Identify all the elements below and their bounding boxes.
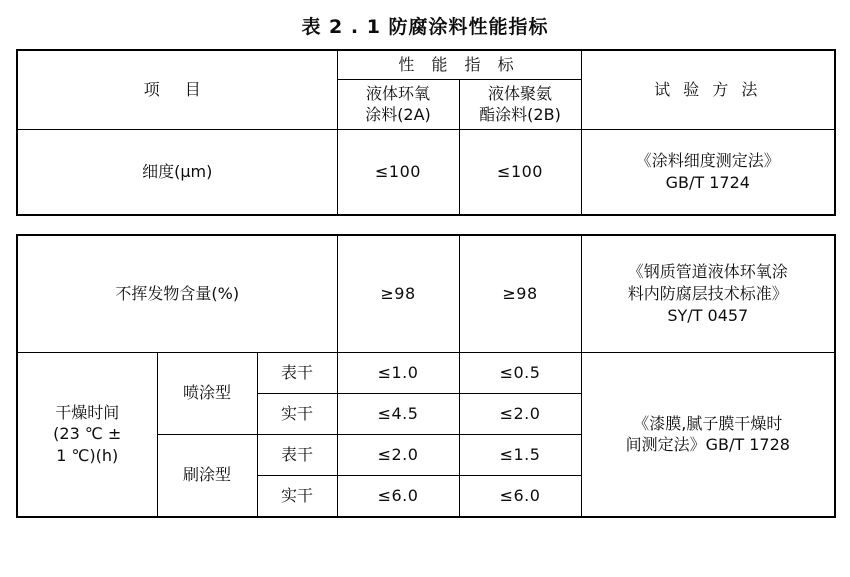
- header-sub-epoxy: [337, 79, 459, 129]
- table-header-row-1: [17, 50, 835, 79]
- row-fineness-epoxy-value: ≤100: [337, 129, 459, 215]
- drying-spray-hard-pu: ≤2.0: [459, 393, 581, 434]
- drying-group-brush: 刷涂型: [157, 434, 257, 517]
- drying-brush-hard-epoxy: ≤6.0: [337, 475, 459, 517]
- table-lower-wrapper: [16, 234, 834, 518]
- row-nonvolatile-pu-value: ≥98: [459, 235, 581, 353]
- row-drying-method: [581, 352, 835, 517]
- header-performance: 性 能 指 标: [337, 50, 581, 79]
- drying-spray-hard-epoxy: ≤4.5: [337, 393, 459, 434]
- drying-brush-surface-pu: ≤1.5: [459, 434, 581, 475]
- header-sub-epoxy-line1: 液体环氧: [365, 83, 430, 103]
- drying-brush-surface-epoxy: ≤2.0: [337, 434, 459, 475]
- drying-entry-surface-dry-brush: 表干: [257, 434, 337, 475]
- method-line-2: 料内防腐层技术标准》: [627, 283, 788, 303]
- method-line-2: 间测定法》GB/T 1728: [625, 435, 790, 455]
- performance-table-upper: [16, 49, 836, 216]
- header-item: 项 目: [17, 50, 337, 129]
- page-title: 表 2 . 1 防腐涂料性能指标: [301, 16, 549, 38]
- table-upper-wrapper: [16, 49, 834, 216]
- row-nonvolatile-method: [581, 235, 835, 353]
- row-nonvolatile-epoxy-value: ≥98: [337, 235, 459, 353]
- row-fineness-pu-value: ≤100: [459, 129, 581, 215]
- method-line-1: 《钢质管道液体环氧涂: [627, 262, 788, 282]
- header-sub-epoxy-line2: 涂料(2A): [365, 105, 431, 125]
- drying-spray-surface-epoxy: ≤1.0: [337, 352, 459, 393]
- method-line-3: SY/T 0457: [667, 305, 749, 325]
- drying-group-spray: 喷涂型: [157, 352, 257, 434]
- table-row: [17, 129, 835, 215]
- drying-entry-hard-dry-brush: 实干: [257, 475, 337, 517]
- performance-table-lower: [16, 234, 836, 518]
- header-sub-pu-line1: 液体聚氨: [488, 83, 553, 103]
- method-line-1: 《漆膜,腻子膜干燥时: [633, 413, 783, 433]
- method-line-1: 《涂料细度测定法》: [635, 151, 780, 171]
- table-gap-divider: [0, 216, 850, 234]
- drying-entry-hard-dry-spray: 实干: [257, 393, 337, 434]
- drying-spray-surface-pu: ≤0.5: [459, 352, 581, 393]
- method-line-2: GB/T 1724: [665, 172, 750, 192]
- row-label-nonvolatile: 不挥发物含量(%): [17, 235, 337, 353]
- row-fineness-method: [581, 129, 835, 215]
- row-label-fineness: 细度(μm): [17, 129, 337, 215]
- header-sub-pu-line2: 酯涂料(2B): [479, 105, 561, 125]
- header-sub-polyurethane: [459, 79, 581, 129]
- drying-label-line1: 干燥时间: [55, 402, 120, 422]
- drying-label-line3: 1 ℃)(h): [56, 446, 119, 466]
- table-row: [17, 235, 835, 353]
- drying-label-line2: (23 ℃ ±: [53, 424, 122, 444]
- drying-entry-surface-dry-spray: 表干: [257, 352, 337, 393]
- table-row: [17, 352, 835, 393]
- row-label-drying-time: [17, 352, 157, 517]
- drying-brush-hard-pu: ≤6.0: [459, 475, 581, 517]
- header-method: 试 验 方 法: [581, 50, 835, 129]
